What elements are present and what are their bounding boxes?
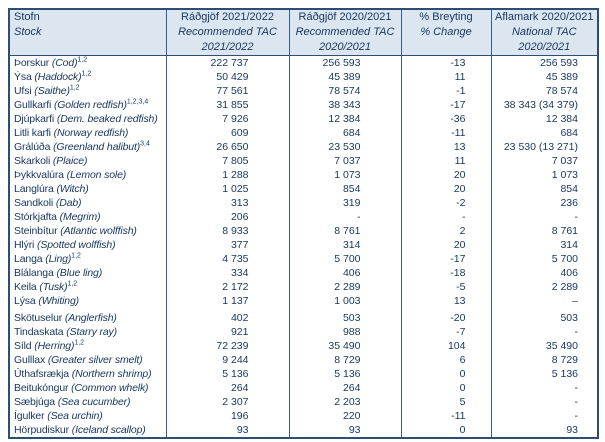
stock-name-cell — [9, 196, 166, 210]
national-tac-cell: 5 700 — [491, 252, 598, 266]
national-tac-cell: 35 490 — [491, 339, 598, 353]
stock-name-english: (Common whelk) — [71, 382, 149, 394]
footnote-superscript: 1,2 — [77, 56, 88, 64]
header-col3-line2: Recommended TAC — [295, 26, 395, 38]
stock-name-english: (Blue ling) — [56, 267, 103, 279]
table-row — [9, 112, 598, 126]
national-tac-cell: 5 136 — [491, 367, 598, 381]
header-col5-line2: National TAC — [511, 26, 577, 38]
percent-change-cell: -18 — [401, 266, 491, 280]
table-row — [9, 238, 598, 252]
stock-name-english: (Megrim) — [59, 211, 101, 223]
stock-name-icelandic: Hörpudiskur — [14, 424, 72, 436]
percent-change-cell: 0 — [401, 381, 491, 395]
table-row — [9, 182, 598, 196]
stock-name-cell — [9, 325, 166, 339]
footnote-superscript: 1,2 — [74, 339, 85, 347]
stock-name-english: (Northern shrimp) — [71, 368, 152, 380]
stock-name-english: (Dab) — [55, 197, 82, 209]
table-header — [9, 9, 598, 56]
percent-change-cell: -13 — [401, 56, 491, 71]
recommended-tac-2020-2021-cell: 1 003 — [289, 294, 401, 308]
percent-change-cell: 0 — [401, 367, 491, 381]
stock-name-cell — [9, 308, 166, 325]
stock-name-english: (Tusk) — [39, 281, 68, 293]
stock-name-english: (Haddock) — [34, 71, 82, 83]
header-col2-line1: Ráðgjöf 2021/2022 — [181, 11, 274, 23]
stock-name-cell — [9, 140, 166, 154]
table-row — [9, 280, 598, 294]
percent-change-cell: 13 — [401, 294, 491, 308]
percent-change-cell: 6 — [401, 353, 491, 367]
stock-name-english: (Spotted wolffish) — [37, 239, 116, 251]
national-tac-cell: 1 073 — [491, 168, 598, 182]
stock-name-english: (Starry ray) — [66, 326, 117, 338]
percent-change-cell: -11 — [401, 409, 491, 423]
stock-name-cell — [9, 381, 166, 395]
percent-change-cell: 13 — [401, 140, 491, 154]
header-col5-line1: Aflamark 2020/2021 — [495, 11, 594, 23]
national-tac-cell: 78 574 — [491, 84, 598, 98]
recommended-tac-2020-2021-cell: 45 389 — [289, 70, 401, 84]
stock-name-english: (Herring) — [34, 340, 75, 352]
percent-change-cell: 20 — [401, 168, 491, 182]
recommended-tac-2021-2022-cell: 1 025 — [166, 182, 289, 196]
stock-name-cell — [9, 280, 166, 294]
stock-name-icelandic: Langlúra — [14, 183, 57, 195]
stock-name-english: (Greater silver smelt) — [47, 354, 143, 366]
recommended-tac-2020-2021-cell: 5 136 — [289, 367, 401, 381]
national-tac-cell: - — [491, 210, 598, 224]
stock-name-icelandic: Grálúða — [14, 141, 54, 153]
percent-change-cell: -17 — [401, 98, 491, 112]
stock-name-icelandic: Gulllax — [14, 354, 48, 366]
stock-name-english: (Saithe) — [34, 85, 70, 97]
stock-name-icelandic: Ýsa — [14, 71, 35, 83]
stock-name-english: (Sea cucumber) — [57, 396, 131, 408]
recommended-tac-2020-2021-cell: 503 — [289, 308, 401, 325]
national-tac-cell: 236 — [491, 196, 598, 210]
stock-name-icelandic: Gullkarfi — [14, 99, 54, 111]
recommended-tac-2021-2022-cell: 31 855 — [166, 98, 289, 112]
stock-name-icelandic: Tindaskata — [14, 326, 67, 338]
stock-name-english: (Golden redfish) — [53, 99, 127, 111]
stock-name-icelandic: Síld — [14, 340, 35, 352]
stock-name-cell — [9, 182, 166, 196]
national-tac-cell: 23 530 (13 271) — [491, 140, 598, 154]
stock-name-icelandic: Djúpkarfi — [14, 113, 57, 125]
stock-name-english: (Ling) — [45, 253, 72, 265]
recommended-tac-2021-2022-cell: 7 805 — [166, 154, 289, 168]
table-row — [9, 353, 598, 367]
table-row — [9, 140, 598, 154]
fish-quota-table — [8, 8, 599, 439]
recommended-tac-2021-2022-cell: 313 — [166, 196, 289, 210]
recommended-tac-2021-2022-cell: 264 — [166, 381, 289, 395]
stock-name-cell — [9, 252, 166, 266]
recommended-tac-2020-2021-cell: 1 073 — [289, 168, 401, 182]
stock-name-icelandic: Þorskur — [14, 57, 52, 69]
stock-name-icelandic: Þykkvalúra — [14, 169, 67, 181]
stock-name-icelandic: Ufsi — [14, 85, 35, 97]
header-stock-line1: Stofn — [14, 11, 40, 23]
national-tac-cell: 503 — [491, 308, 598, 325]
stock-name-english: (Whiting) — [38, 295, 80, 307]
stock-name-cell — [9, 168, 166, 182]
header-col3-line1: Ráðgjöf 2020/2021 — [298, 11, 392, 23]
table-row — [9, 196, 598, 210]
recommended-tac-2020-2021-cell: 256 593 — [289, 56, 401, 71]
percent-change-cell: -20 — [401, 308, 491, 325]
stock-name-english: (Norway redfish) — [53, 127, 129, 139]
stock-name-cell — [9, 409, 166, 423]
national-tac-cell: 7 037 — [491, 154, 598, 168]
recommended-tac-2020-2021-cell: 23 530 — [289, 140, 401, 154]
national-tac-cell: – — [491, 294, 598, 308]
header-col2-line2: Recommended TAC — [178, 26, 277, 38]
recommended-tac-2020-2021-cell: - — [289, 210, 401, 224]
header-stock-line2: Stock — [14, 26, 42, 38]
percent-change-cell: -1 — [401, 84, 491, 98]
document-page — [8, 8, 599, 439]
stock-name-icelandic: Blálanga — [14, 267, 57, 279]
stock-name-cell — [9, 266, 166, 280]
stock-name-cell — [9, 56, 166, 71]
stock-name-english: (Witch) — [56, 183, 89, 195]
national-tac-cell: 406 — [491, 266, 598, 280]
recommended-tac-2021-2022-cell: 77 561 — [166, 84, 289, 98]
table-row — [9, 98, 598, 112]
table-row — [9, 395, 598, 409]
table-row — [9, 252, 598, 266]
table-body — [9, 56, 598, 439]
stock-name-icelandic: Ígulker — [14, 410, 48, 422]
header-percent-change — [401, 9, 491, 56]
stock-name-cell — [9, 70, 166, 84]
header-row — [9, 9, 598, 56]
stock-name-cell — [9, 98, 166, 112]
table-row — [9, 294, 598, 308]
recommended-tac-2020-2021-cell: 2 203 — [289, 395, 401, 409]
recommended-tac-2021-2022-cell: 402 — [166, 308, 289, 325]
header-col3-line3: 2020/2021 — [319, 41, 371, 53]
recommended-tac-2020-2021-cell: 93 — [289, 423, 401, 438]
header-col4-line2: % Change — [420, 26, 472, 38]
stock-name-english: (Sea urchin) — [47, 410, 103, 422]
recommended-tac-2021-2022-cell: 222 737 — [166, 56, 289, 71]
national-tac-cell: - — [491, 395, 598, 409]
national-tac-cell: 38 343 (34 379) — [491, 98, 598, 112]
recommended-tac-2021-2022-cell: 1 137 — [166, 294, 289, 308]
stock-name-icelandic: Skötuselur — [14, 312, 65, 324]
stock-name-cell — [9, 339, 166, 353]
table-row — [9, 266, 598, 280]
national-tac-cell: 854 — [491, 182, 598, 196]
recommended-tac-2021-2022-cell: 921 — [166, 325, 289, 339]
stock-name-cell — [9, 84, 166, 98]
national-tac-cell: - — [491, 409, 598, 423]
stock-name-icelandic: Skarkoli — [14, 155, 53, 167]
stock-name-icelandic: Beitukóngur — [14, 382, 72, 394]
percent-change-cell: 11 — [401, 154, 491, 168]
footnote-superscript: 1,2 — [67, 280, 78, 288]
percent-change-cell: 5 — [401, 395, 491, 409]
percent-change-cell: -11 — [401, 126, 491, 140]
stock-name-cell — [9, 395, 166, 409]
recommended-tac-2020-2021-cell: 38 343 — [289, 98, 401, 112]
recommended-tac-2021-2022-cell: 72 239 — [166, 339, 289, 353]
stock-name-icelandic: Steinbítur — [14, 225, 61, 237]
recommended-tac-2020-2021-cell: 988 — [289, 325, 401, 339]
national-tac-cell: 8 729 — [491, 353, 598, 367]
national-tac-cell: 684 — [491, 126, 598, 140]
recommended-tac-2021-2022-cell: 334 — [166, 266, 289, 280]
table-row — [9, 308, 598, 325]
recommended-tac-2021-2022-cell: 7 926 — [166, 112, 289, 126]
stock-name-icelandic: Sandkoli — [14, 197, 56, 209]
table-row — [9, 210, 598, 224]
stock-name-english: (Plaice) — [52, 155, 88, 167]
recommended-tac-2021-2022-cell: 26 650 — [166, 140, 289, 154]
stock-name-english: (Dem. beaked redfish) — [56, 113, 158, 125]
table-row — [9, 339, 598, 353]
stock-name-icelandic: Úthafsrækja — [14, 368, 72, 380]
stock-name-cell — [9, 126, 166, 140]
stock-name-icelandic: Stórkjafta — [14, 211, 60, 223]
recommended-tac-2021-2022-cell: 50 429 — [166, 70, 289, 84]
recommended-tac-2020-2021-cell: 35 490 — [289, 339, 401, 353]
recommended-tac-2021-2022-cell: 2 172 — [166, 280, 289, 294]
table-row — [9, 367, 598, 381]
recommended-tac-2021-2022-cell: 8 933 — [166, 224, 289, 238]
percent-change-cell: -7 — [401, 325, 491, 339]
stock-name-cell — [9, 224, 166, 238]
recommended-tac-2020-2021-cell: 684 — [289, 126, 401, 140]
stock-name-cell — [9, 154, 166, 168]
footnote-superscript: 1,2 — [81, 70, 92, 78]
footnote-superscript: 3,4 — [140, 140, 150, 148]
recommended-tac-2020-2021-cell: 8 729 — [289, 353, 401, 367]
national-tac-cell: 93 — [491, 423, 598, 438]
recommended-tac-2021-2022-cell: 4 735 — [166, 252, 289, 266]
stock-name-cell — [9, 423, 166, 438]
stock-name-english: (Cod) — [51, 57, 78, 69]
footnote-superscript: 1,2,3,4 — [126, 98, 149, 106]
recommended-tac-2020-2021-cell: 78 574 — [289, 84, 401, 98]
national-tac-cell: 2 289 — [491, 280, 598, 294]
percent-change-cell: 104 — [401, 339, 491, 353]
table-row — [9, 325, 598, 339]
stock-name-icelandic: Litli karfi — [14, 127, 54, 139]
recommended-tac-2021-2022-cell: 93 — [166, 423, 289, 438]
recommended-tac-2021-2022-cell: 9 244 — [166, 353, 289, 367]
stock-name-cell — [9, 210, 166, 224]
national-tac-cell: 12 384 — [491, 112, 598, 126]
percent-change-cell: 2 — [401, 224, 491, 238]
national-tac-cell: 8 761 — [491, 224, 598, 238]
stock-name-cell — [9, 353, 166, 367]
stock-name-cell — [9, 367, 166, 381]
recommended-tac-2020-2021-cell: 264 — [289, 381, 401, 395]
recommended-tac-2021-2022-cell: 1 288 — [166, 168, 289, 182]
recommended-tac-2020-2021-cell: 220 — [289, 409, 401, 423]
table-row — [9, 168, 598, 182]
percent-change-cell: -17 — [401, 252, 491, 266]
stock-name-icelandic: Langa — [14, 253, 46, 265]
stock-name-icelandic: Sæbjúga — [14, 396, 58, 408]
stock-name-cell — [9, 112, 166, 126]
percent-change-cell: -36 — [401, 112, 491, 126]
stock-name-cell — [9, 294, 166, 308]
header-national-tac — [491, 9, 598, 56]
stock-name-english: (Greenland halibut) — [53, 141, 141, 153]
table-row — [9, 154, 598, 168]
stock-name-english: (Atlantic wolffish) — [60, 225, 137, 237]
stock-name-english: (Lemon sole) — [66, 169, 127, 181]
recommended-tac-2021-2022-cell: 5 136 — [166, 367, 289, 381]
stock-name-icelandic: Hlýri — [14, 239, 38, 251]
header-col5-line3: 2020/2021 — [518, 41, 571, 53]
footnote-superscript: 1,2 — [69, 84, 80, 92]
table-row — [9, 84, 598, 98]
recommended-tac-2020-2021-cell: 8 761 — [289, 224, 401, 238]
table-row — [9, 56, 598, 71]
recommended-tac-2020-2021-cell: 7 037 — [289, 154, 401, 168]
recommended-tac-2020-2021-cell: 12 384 — [289, 112, 401, 126]
recommended-tac-2020-2021-cell: 2 289 — [289, 280, 401, 294]
percent-change-cell: 20 — [401, 182, 491, 196]
stock-name-icelandic: Lýsa — [14, 295, 39, 307]
percent-change-cell: 20 — [401, 238, 491, 252]
table-row — [9, 224, 598, 238]
recommended-tac-2020-2021-cell: 314 — [289, 238, 401, 252]
recommended-tac-2020-2021-cell: 319 — [289, 196, 401, 210]
header-col4-line1: % Breyting — [419, 11, 473, 23]
recommended-tac-2020-2021-cell: 406 — [289, 266, 401, 280]
national-tac-cell: 45 389 — [491, 70, 598, 84]
stock-name-english: (Iceland scallop) — [71, 424, 146, 436]
table-row — [9, 126, 598, 140]
table-row — [9, 423, 598, 438]
header-recommended-tac-2020-2021 — [289, 9, 401, 56]
table-row — [9, 381, 598, 395]
stock-name-cell — [9, 238, 166, 252]
percent-change-cell: 11 — [401, 70, 491, 84]
national-tac-cell: - — [491, 325, 598, 339]
table-row — [9, 70, 598, 84]
recommended-tac-2021-2022-cell: 377 — [166, 238, 289, 252]
national-tac-cell: - — [491, 381, 598, 395]
table-row — [9, 409, 598, 423]
recommended-tac-2021-2022-cell: 206 — [166, 210, 289, 224]
recommended-tac-2021-2022-cell: 2 307 — [166, 395, 289, 409]
percent-change-cell: -5 — [401, 280, 491, 294]
recommended-tac-2020-2021-cell: 5 700 — [289, 252, 401, 266]
percent-change-cell: -2 — [401, 196, 491, 210]
header-stock — [9, 9, 166, 56]
national-tac-cell: 256 593 — [491, 56, 598, 71]
percent-change-cell: 0 — [401, 423, 491, 438]
header-col2-line3: 2021/2022 — [201, 41, 254, 53]
percent-change-cell: - — [401, 210, 491, 224]
footnote-superscript: 1,2 — [71, 252, 81, 260]
national-tac-cell: 314 — [491, 238, 598, 252]
stock-name-english: (Anglerfish) — [64, 312, 117, 324]
recommended-tac-2021-2022-cell: 609 — [166, 126, 289, 140]
recommended-tac-2021-2022-cell: 196 — [166, 409, 289, 423]
stock-name-icelandic: Keila — [14, 281, 40, 293]
header-recommended-tac-2021-2022 — [166, 9, 289, 56]
recommended-tac-2020-2021-cell: 854 — [289, 182, 401, 196]
